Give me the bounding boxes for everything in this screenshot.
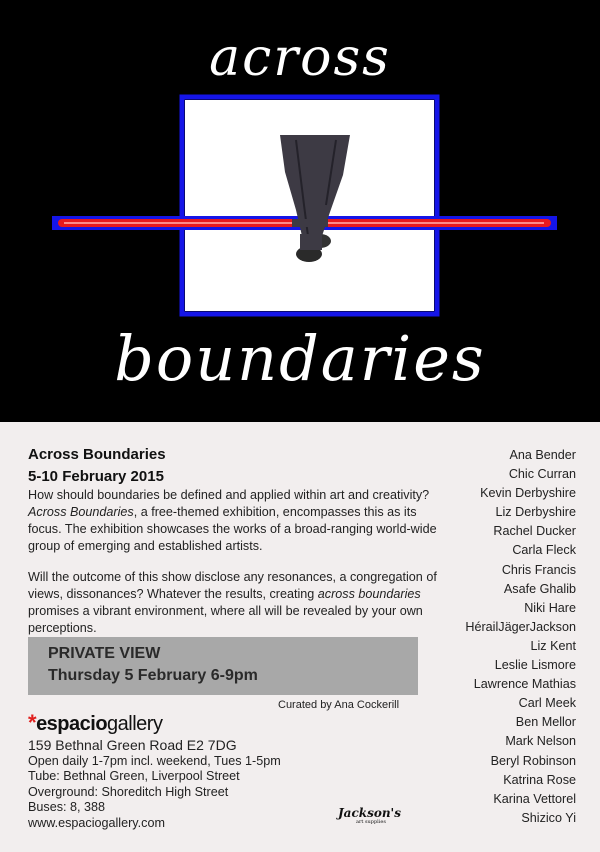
artist-name: Carl Meek [518, 696, 576, 711]
website-link[interactable]: www.espaciogallery.com [28, 815, 165, 830]
address-street: 159 Bethnal Green Road E2 7DG [28, 737, 237, 753]
artist-name: Shizico Yi [521, 810, 576, 825]
description-paragraph-2: Will the outcome of this show disclose any resonances, a congregation of views, dissonances? Whatever the results, creating across boundaries promises a vibrant environment, where all will be revealed by your own perceptions. [28, 570, 437, 635]
exhibition-dates: 5-10 February 2015 [28, 468, 164, 485]
logo-asterisk: * [28, 710, 37, 735]
private-view-date: Thursday 5 February 6-9pm [48, 667, 258, 684]
bus-info: Buses: 8, 388 [28, 800, 106, 814]
exhibition-info [28, 446, 448, 637]
artist-name: HérailJägerJackson [465, 619, 576, 634]
artist-name: Niki Hare [524, 600, 576, 615]
description-paragraph-1: How should boundaries be defined and applied within art and creativity? Across Boundaries, a free-themed exhibition, encompasses this as its focus. The exhibition showcases the works of a broad-ranging world-wide group of emerging and established artists. [28, 488, 437, 553]
artist-name: Kevin Derbyshire [480, 486, 576, 501]
artist-name: Katrina Rose [503, 772, 576, 787]
hero-banner [0, 0, 600, 422]
artist-name: Carla Fleck [512, 543, 576, 558]
sponsor-tagline: art supplies [356, 819, 386, 825]
artist-name: Asafe Ghalib [503, 581, 576, 596]
gallery-logo [28, 710, 162, 736]
logo-bold-text: espacio [36, 713, 108, 735]
artist-name: Ben Mellor [515, 715, 576, 730]
private-view-box [28, 637, 418, 695]
artist-name: Chic Curran [508, 467, 576, 482]
logo-light-text: gallery [107, 713, 163, 735]
artist-name: Beryl Robinson [490, 753, 576, 768]
curator-credit: Curated by Ana Cockerill [278, 699, 400, 711]
artist-name: Lawrence Mathias [473, 677, 576, 692]
artist-name: Mark Nelson [505, 734, 576, 749]
artist-name: Liz Derbyshire [495, 505, 576, 520]
private-view-label: PRIVATE VIEW [48, 645, 161, 662]
sponsor-name: Jackson's [338, 806, 401, 820]
artist-name: Karina Vettorel [493, 791, 576, 806]
exhibition-title: Across Boundaries [28, 446, 166, 463]
sponsor-logo [338, 806, 401, 825]
hero-title-top: across [209, 28, 391, 88]
artist-name: Leslie Lismore [494, 658, 576, 673]
overground-info: Overground: Shoreditch High Street [28, 784, 229, 799]
tube-info: Tube: Bethnal Green, Liverpool Street [28, 769, 240, 783]
hero-title-bottom: boundaries [114, 322, 486, 395]
artist-name: Liz Kent [530, 638, 576, 653]
artist-list [465, 446, 576, 828]
artist-name: Chris Francis [501, 562, 576, 577]
artist-name: Rachel Ducker [493, 524, 576, 539]
opening-hours: Open daily 1-7pm incl. weekend, Tues 1-5pm [28, 753, 281, 768]
gallery-address [28, 738, 281, 831]
artist-name: Ana Bender [509, 448, 576, 462]
